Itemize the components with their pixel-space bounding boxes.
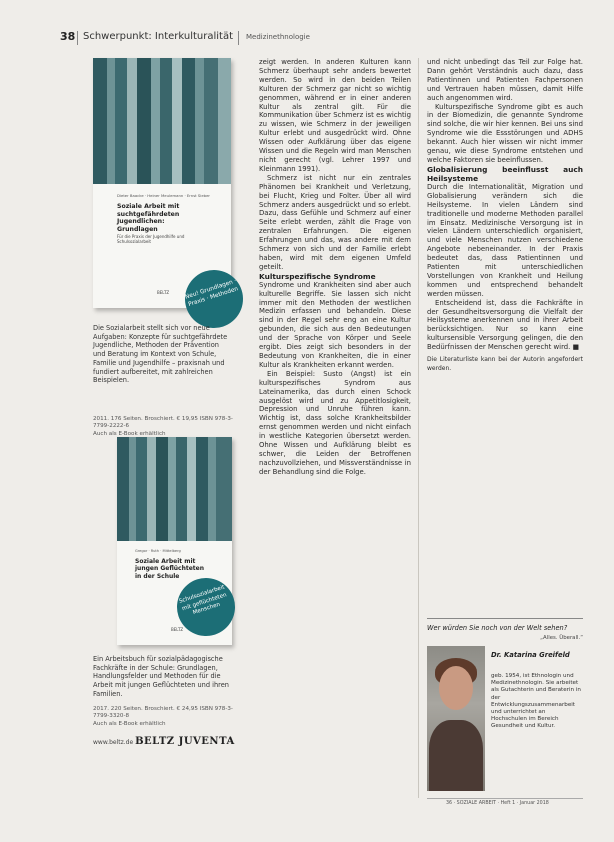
article-paragraph: und nicht unbedingt das Teil zur Folge hat. Dann gehört Verständnis auch dazu, dass Patientinnen und Patienten Fachpersonen und Vertrauen haben müssen, damit Hilfe auch angenommen wird. <box>427 58 583 102</box>
section-title: Schwerpunkt: Interkulturalität <box>83 31 234 42</box>
ad-ebook-note: Auch als E-Book erhältlich <box>93 721 166 727</box>
ad-ebook-note: Auch als E-Book erhältlich <box>93 431 166 437</box>
page-header <box>60 30 574 48</box>
page-number: 38 <box>60 30 76 43</box>
article-subheading: Kulturspezifische Syndrome <box>259 271 376 281</box>
author-bio: geb. 1954, ist Ethnologin und Medizinethnologin. Sie arbeitet als Gutachterin und Beraterin in der Entwicklungszusammenarbeit und unterrichtet an Hochschulen im Bereich Gesundheit und Kultur. <box>491 673 581 730</box>
publisher-brand: BELTZ JUVENTA <box>135 736 235 747</box>
article-paragraph: Syndrome und Krankheiten sind aber auch kulturelle Begriffe. Sie lassen sich nicht immer mit den Methoden der westlichen Medizin erfassen und behandeln. Diese sind in der Regel sehr eng an eine Kultur gebunden, die sich aus den Bedeutungen und der Sprache von Körper und Seele ergibt. Dies zeigt sich besonders in der Bedeutung von Krankheiten, die in einer Kultur als Krankheiten erkannt werden. <box>259 280 411 369</box>
article-subheading: Globalisierung beeinflusst auch Heilsysteme <box>427 164 583 183</box>
bio-divider <box>427 618 583 619</box>
ad-blurb: Die Sozialarbeit stellt sich vor neue Aufgaben: Konzepte für suchtgefährdete Jugendliche, Methoden der Prävention und Beratung im Kontext von Schule, Familie und Jugendhilfe – praxisnah und fundiert aufbereitet, mit zahlreichen Beispielen. <box>93 324 228 385</box>
ad-blurb: Ein Arbeitsbuch für sozialpädagogische Fachkräfte in der Schule: Grundlagen, Handlungsfelder und Methoden für die Arbeit mit jungen Geflüchteten und ihren Familien. <box>93 655 229 698</box>
publisher-url[interactable]: www.beltz.de <box>93 739 134 746</box>
publisher-line <box>93 736 235 747</box>
publisher-logo: BELTZ <box>157 290 170 295</box>
article-paragraph: Durch die Internationalität, Migration und Globalisierung verändern sich die Heilsysteme. In vielen Ländern sind traditionelle und moderne Methoden parallel im Einsatz. Medizinische Versorgung ist in vielen Ländern unterschiedlich organisiert, und viele Menschen nutzen verschiedene Angebote nebeneinander. In der Praxis bedeutet das, dass Patientinnen und Patienten mit unterschiedlichen Vorstellungen von Krankheit und Heilung kommen und entsprechend behandelt werden müssen. <box>427 182 583 298</box>
page-footer: 36 · SOZIALE ARBEIT · Heft 1 · Januar 2018 <box>446 801 549 806</box>
footer-divider <box>427 798 583 799</box>
book-title: Soziale Arbeit mit suchtgefährdeten Jugendlichen: Grundlagen <box>117 203 180 233</box>
author-photo <box>427 646 485 791</box>
cover-stripes <box>117 437 232 541</box>
ad-price-info: 2017. 220 Seiten. Broschiert. € 24,95 ISBN 978-3-7799-3320-8 <box>93 706 233 720</box>
article-paragraph: Schmerz ist nicht nur ein zentrales Phänomen bei Krankheit und Verletzung, bei Flucht, Krieg und Folter. Über all wird Schmerz anders ausgedrückt und so erlebt. Dazu, dass Gefühle und Schmerz auf einer Seite erlebt werden, zählt die Frage von zentralen Erfahrungen. Die eigenen Erfahrungen und das, was andere mit dem Schmerz von sich und der Familie erlebt haben, wird mit dem eigenen Umfeld geteilt. <box>259 173 411 271</box>
article-paragraph: Entscheidend ist, dass die Fachkräfte in der Gesundheitsversorgung die Vielfalt der Heilsysteme anerkennen und in ihrer Arbeit berücksichtigen. Nur so kann eine kultursensible Versorgung gelingen, die den Bedürfnissen der Menschen gerecht wird. ■ <box>427 298 583 352</box>
header-divider <box>238 31 239 45</box>
literature-note: Die Literaturliste kann bei der Autorin angefordert werden. <box>427 356 583 372</box>
book-title: Soziale Arbeit mit jungen Geflüchteten in der Schule <box>135 558 205 580</box>
article-column-right <box>427 58 583 374</box>
article-paragraph: Ein Beispiel: Susto (Angst) ist ein kulturspezifisches Syndrom aus Lateinamerika, das durch einen Schock ausgelöst wird und zu Appetitlosigkeit, Depression und Unruhe führen kann. Wichtig ist, dass solche Krankheitsbilder ernst genommen werden und nicht einfach in westliche Kategorien übersetzt werden. Ohne Wissen und Aufklärung bleibt es schwer, die Leiden der Betroffenen nachzuvollziehen, und Missverständnisse in der Behandlung sind die Folge. <box>259 369 411 476</box>
promo-badge: Neu! Grundlagen · Praxis · Methoden <box>177 262 250 335</box>
column-divider <box>418 58 419 798</box>
cover-stripes <box>93 58 231 184</box>
author-name: Dr. Katarina Greifeld <box>491 651 570 659</box>
promo-badge: Schulsozialarbeit mit geflüchteten Menschen <box>169 570 242 643</box>
book-authors: Gregor · Ruth · Mittelberg <box>135 549 181 553</box>
ad-price-info: 2011. 176 Seiten. Broschiert. € 19,95 ISBN 978-3-7799-2222-6 <box>93 416 233 430</box>
bio-answer: „Alles. Überall.“ <box>540 635 583 641</box>
publisher-logo: BELTZ <box>171 627 184 632</box>
article-paragraph: zeigt werden. In anderen Kulturen kann Schmerz überhaupt sehr anders bewertet werden. So wird in den beiden Teilen Kulturen der Schmerz gar nicht so wichtig genommen, während er in einer anderen Kultur als zentral gilt. Für die Kommunikation über Schmerz ist es wichtig zu wissen, wie Schmerz in der jeweiligen Kultur erlebt und ausgedrückt wird. Ohne Wissen oder Aufklärung über das eigene Wissen und die Regeln wird man Menschen nicht gerecht (vgl. Lehrer 1997 und Kleinmann 1991). <box>259 58 411 173</box>
bio-question: Wer würden Sie noch von der Welt sehen? <box>427 624 568 632</box>
category-label: Medizinethnologie <box>246 33 310 41</box>
book-subtitle: Für die Praxis der Jugendhilfe und Schulsozialarbeit <box>117 234 185 244</box>
article-column-middle <box>259 58 411 477</box>
article-paragraph: Kulturspezifische Syndrome gibt es auch in der Biomedizin, die genannte Syndrome sind solche, die wir hier kennen. Bei uns sind Syndrome wie die Essstörungen und ADHS bekannt. Auch hier wissen wir nicht immer genau, wie diese Syndrome entstehen und welche Faktoren sie beeinflussen. <box>427 102 583 164</box>
header-divider <box>77 31 78 45</box>
book-authors: Dieter Baacke · Heiner Meulemann · Ernst Sieber <box>117 193 210 198</box>
